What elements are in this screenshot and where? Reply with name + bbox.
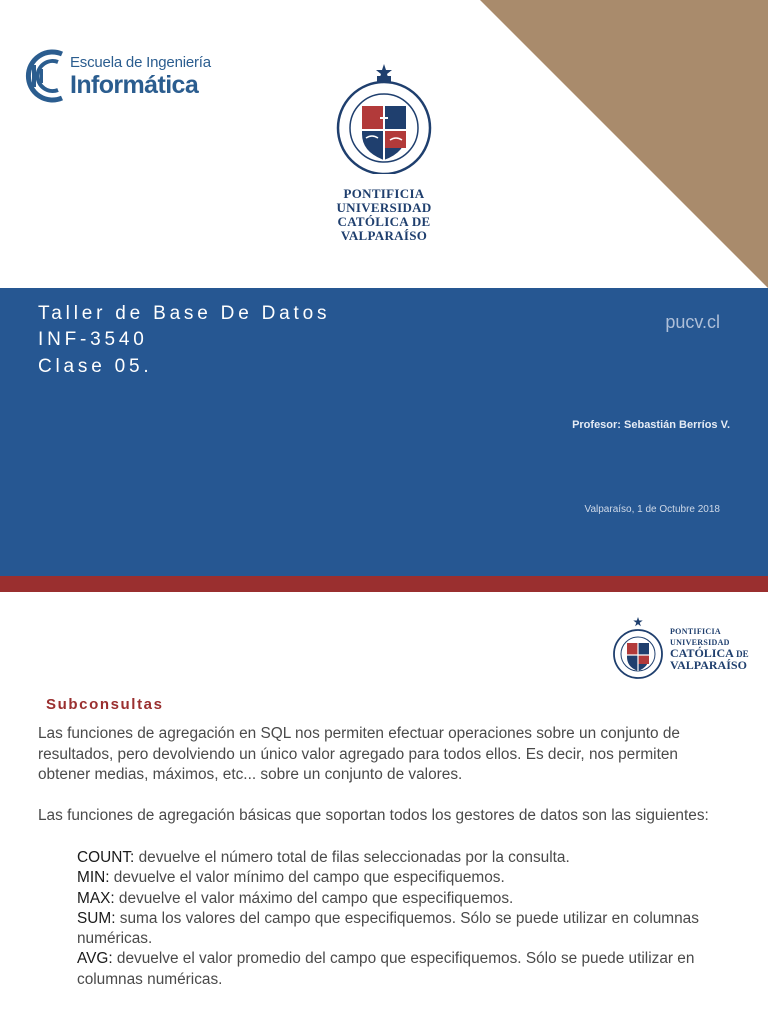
pucv-seal-icon	[334, 62, 434, 174]
function-name: COUNT:	[77, 849, 135, 866]
paragraph-list-intro: Las funciones de agregación básicas que soportan todos los gestores de datos son las siguientes:	[38, 807, 709, 824]
pucv-name-line: VALPARAÍSO	[340, 228, 428, 243]
list-item	[77, 889, 717, 909]
class-number: Clase 05.	[38, 356, 153, 377]
pucv-logo	[334, 62, 434, 243]
pucv-name-line: PONTIFICIA	[343, 186, 425, 201]
function-desc: devuelve el valor promedio del campo que especifiquemos. Sólo se puede utilizar en columnas numéricas.	[77, 950, 695, 988]
pucv-small-name-line: PONTIFICIA	[670, 626, 722, 636]
list-item	[77, 868, 717, 888]
eii-logo-icon	[22, 48, 66, 104]
function-desc: devuelve el número total de filas seleccionadas por la consulta.	[134, 849, 570, 866]
eii-logo-line1: Escuela de Ingeniería	[70, 54, 211, 71]
section-title: Subconsultas	[46, 696, 164, 713]
pucv-small-seal-icon	[612, 616, 664, 680]
corner-triangle	[480, 0, 768, 288]
pucv-small-logo	[612, 616, 749, 680]
list-item	[77, 848, 717, 868]
function-desc: suma los valores del campo que especifiquemos. Sólo se puede utilizar en columnas numéricas.	[77, 909, 699, 948]
pucv-url: pucv.cl	[665, 312, 720, 332]
course-code: INF-3540	[38, 329, 148, 350]
function-name: MIN:	[77, 869, 110, 887]
function-name: AVG:	[77, 950, 113, 968]
function-desc: devuelve el valor mínimo del campo que especifiquemos.	[109, 869, 505, 887]
date-label: Valparaíso, 1 de Octubre 2018	[584, 504, 720, 515]
list-item	[77, 949, 717, 990]
course-title: Taller de Base De Datos	[38, 303, 331, 324]
pucv-small-name-line: DE	[736, 648, 749, 659]
profesor-label: Profesor: Sebastián Berríos V.	[572, 419, 730, 431]
pucv-small-name-line: UNIVERSIDAD	[670, 637, 730, 647]
eii-logo-line2: Informática	[70, 71, 199, 99]
function-name: SUM:	[77, 909, 116, 927]
pucv-name-line: UNIVERSIDAD	[336, 200, 432, 215]
list-item	[77, 909, 717, 950]
paragraph-intro: Las funciones de agregación en SQL nos permiten efectuar operaciones sobre un conjunto de resultados, pero devolviendo un único valor agregado para todos ellos. Es decir, nos permiten obtener medias, máximos, etc... sobre un conjunto de valores.	[38, 725, 680, 783]
function-name: MAX:	[77, 889, 115, 907]
red-divider	[0, 576, 768, 592]
content-slide	[0, 600, 768, 1024]
pucv-name	[334, 187, 434, 243]
eii-logo	[22, 48, 211, 104]
pucv-small-name-line: CATÓLICA	[670, 645, 734, 660]
function-desc: devuelve el valor máximo del campo que especifiquemos.	[114, 889, 514, 907]
pucv-small-name	[670, 626, 749, 671]
pucv-name-line: CATÓLICA DE	[337, 214, 431, 229]
pucv-small-name-line: VALPARAÍSO	[670, 657, 747, 672]
functions-list	[77, 848, 717, 990]
